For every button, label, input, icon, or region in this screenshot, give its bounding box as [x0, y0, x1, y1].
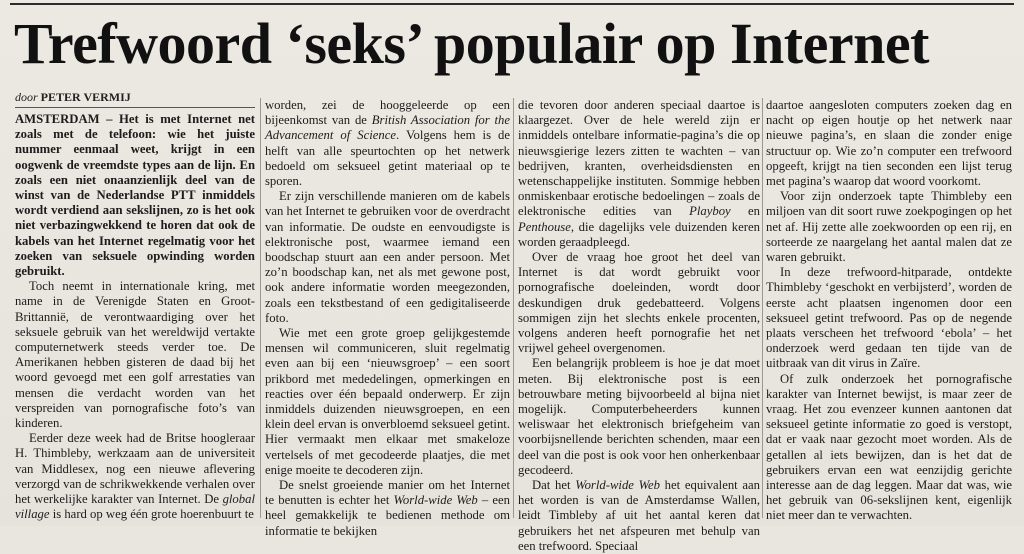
text-run: . Volgens hem is de helft van alle speurtochten op het netwerk bedoeld om seksueel getint materiaal op te sporen.: [265, 128, 511, 189]
byline-prefix: door: [15, 90, 38, 104]
lead-paragraph: AMSTERDAM – Het is met Internet net zoals met de telefoon: wie het juiste nummer eenmaal weet, krijgt in een oogwenk de vreemdste types aan de lijn. En zoals een niet onaanzienlijk deel van de winst van de Nederlandse PTT inmiddels wordt verdiend aan sekslijnen, zo is het ook niet verbazingwekkend te horen dat ook de kabels van het Internet regelmatig voor het zoeken van seksuele opwinding worden gebruikt.: [15, 112, 255, 279]
text-run: De snelst groeiende manier om het Internet te benutten is echter het: [265, 478, 510, 508]
article-column-1: [15, 112, 255, 526]
paragraph: [15, 431, 255, 522]
article-column-4: [766, 98, 1012, 523]
paragraph: Voor zijn onderzoek tapte Thimbleby een miljoen van dit soort ruwe zoekpogingen op het net af. Hij zette alle zoekwoorden op een rij, en sorteerde ze naargelang het aantal malen dat ze waren gebruikt.: [766, 189, 1012, 265]
byline: [15, 90, 255, 108]
paragraph: In deze trefwoord-hitparade, ontdekte Thimbleby ‘geschokt en verbijsterd’, worden de eerste acht plaatsen ingenomen door een seksueel getint trefwoord. Pas op de negende plaats verscheen het trefwoord ‘ebola’ – het onderzoek werd gedaan ten tijde van de uitbraak van dit virus in Zaïre.: [766, 265, 1012, 371]
top-rule: [10, 3, 1014, 5]
headline: Trefwoord ‘seks’ populair op Internet: [14, 11, 929, 76]
text-run: Eerder deze week had de Britse hoogleraar H. Thimbleby, werkzaam aan de universiteit van Middlesex, nog een nieuwe aflevering verzorgd van de schrikwekkende verhalen over het werkelijke karakter van Internet. De: [15, 431, 255, 507]
paragraph: Wie met een grote groep gelijkgestemde mensen wil communiceren, sluit regelmatig even aan bij een ‘nieuwsgroep’ – een soort prikbord met mededelingen, opmerkingen en reacties over één bepaald onderwerp. Er zijn inmiddels duizenden nieuwsgroepen, en een klein deel ervan is onverbloemd seksueel getint. Hier vermaakt men elkaar met smakeloze vertelsels of met gecodeerde plaatjes, die met enige moeite te decoderen zijn.: [265, 326, 510, 477]
paragraph: Toch neemt in internationale kring, met name in de Verenigde Staten en Groot-Brittannië, de verontwaardiging over het seksuele gebruik van het wereldwijd vertakte computernetwerk steeds verder toe. De Amerikanen hebben gisteren de daad bij het woord gevoegd met een golf arrestaties van mensen die verdacht worden van het verspreiden van pornografische foto’s van kinderen.: [15, 279, 255, 431]
paragraph: Over de vraag hoe groot het deel van Internet is dat wordt gebruikt voor pornografische doeleinden, wordt door deskundigen druk gedebatteerd. Volgens sommigen zijn het slechts enkele procenten, volgens anderen heeft pornografie het net vrijwel geheel overgenomen.: [518, 250, 760, 356]
column-divider: [260, 98, 261, 518]
text-run: het equivalent aan het worden is van de Amsterdamse Wallen, leidt Timbleby af uit het aantal keren dat gebruikers het net afspeuren met behulp van een trefwoord. Speciaal: [518, 478, 760, 553]
article-column-3: [518, 98, 761, 553]
italic-term: World-wide Web: [575, 478, 660, 493]
text-run: – een heel gemakkelijk te bedienen methode om informatie te bekijken: [265, 493, 510, 538]
byline-author: PETER VERMIJ: [40, 90, 131, 104]
italic-term: World-wide Web: [393, 493, 478, 508]
paragraph: [518, 98, 760, 250]
italic-term: British Association for the Advancement of Science: [265, 113, 510, 143]
italic-term: Penthouse: [518, 219, 571, 234]
paragraph: Of zulk onderzoek het pornografische karakter van Internet bewijst, is maar zeer de vraag. Het zou evenzeer kunnen aantonen dat seksueel getinte informatie zo goed is verstopt, dat er vaak naar gezocht moet worden. Als de getallen al iets bewijzen, dan is het dat de gebruikers ervan een wat eenzijdig gerichte interesse aan de dag leggen. Maar dat was, wie het gebruik van 06-sekslijnen kent, eigenlijk niet meer dan te verwachten.: [766, 371, 1012, 523]
italic-term: Playboy: [689, 204, 731, 219]
text-run: is hard op weg één grote hoerenbuurt te: [49, 507, 254, 522]
text-run: die tevoren door anderen speciaal daartoe is klaargezet. Over de hele wereld zijn er inmiddels ontelbare informatie-pagina’s die op nieuwsgierige lezers zitten te wachten – van bedrijven, kranten, overheidsdiensten en wetenschappelijke instituten. Sommige hebben onmiskenbaar erotische bedoelingen – zoals de elektronische edities van: [518, 98, 760, 219]
article-column-2: [265, 98, 511, 538]
text-run: Dat het: [532, 478, 576, 493]
column-divider: [513, 98, 514, 518]
text-run: en: [730, 204, 761, 219]
text-run: , die dagelijks vele duizenden keren worden geraadpleegd.: [518, 219, 760, 249]
paragraph: [265, 478, 510, 539]
text-run: worden, zei de hooggeleerde op een bijeenkomst van de: [265, 98, 510, 128]
paragraph: Er zijn verschillende manieren om de kabels van het Internet te gebruiken voor de overdracht van informatie. De oudste en eenvoudigste is elektronische post, waarmee iemand een boodschap stuurt aan een ander persoon. Met zo’n boodschap kan, net als met gewone post, ook andere informatie worden meegezonden, zoals een tekstbestand of een gedigitaliseerde foto.: [265, 189, 510, 325]
paragraph: [518, 478, 760, 554]
paragraph: [265, 98, 510, 189]
italic-term: global village: [15, 492, 255, 522]
column-divider: [762, 98, 763, 518]
paragraph: Een belangrijk probleem is hoe je dat moet meten. Bij elektronische post is een betrouwbare meting bijvoorbeeld al bijna niet mogelijk. Computerbeheerders kunnen weliswaar het elektronisch briefgeheim van voorbijsnellende berichten schenden, maar een deel van die post is ook voor hen onherkenbaar gecodeerd.: [518, 356, 760, 477]
paragraph: daartoe aangesloten computers zoeken dag en nacht op eigen houtje op het netwerk naar nieuwe pagina’s, en slaan die zonder enige structuur op. Wie zo’n computer een trefwoord opgeeft, krijgt na tien seconden een lijst terug met pagina’s waarop dat woord voorkomt.: [766, 98, 1012, 189]
